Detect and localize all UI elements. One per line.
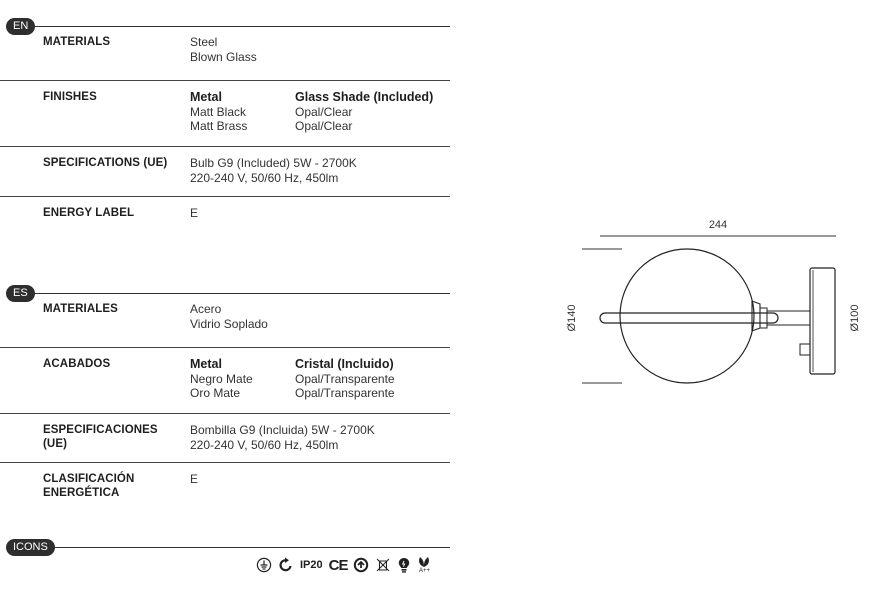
earth-ground-icon [256,557,272,573]
icons-header [0,539,450,557]
en-materials-label: MATERIALS [43,36,111,48]
en-tag: EN [6,18,35,35]
es-finish-col2-item-1: Opal/Transparente [295,371,395,386]
es-materials-values [190,302,268,331]
es-spec-1: Bombilla G9 (Incluida) 5W - 2700K [190,423,375,437]
es-finishes-row [0,348,450,414]
en-finish-col2-item-1: Opal/Clear [295,104,353,119]
es-finish-col1-item-2: Oro Mate [190,386,241,400]
es-finish-col2-item-2: Opal/Transparente [295,386,395,400]
technical-drawing [560,210,860,395]
switch [800,344,810,355]
en-finish-col2-item-2: Opal/Clear [295,119,353,133]
en-finish-col1-item-1: Matt Black [190,104,247,119]
icons-tag: ICONS [6,539,55,556]
rotate-arrow-icon [278,557,294,573]
en-specs-row [0,147,450,197]
en-header-line [30,26,450,27]
es-specs-row [0,414,450,463]
es-finishes-label: ACABADOS [43,358,111,370]
es-energy-label-line-2: ENERGÉTICA [43,487,120,499]
en-finish-col2-heading: Glass Shade (Included) [295,90,434,104]
en-energy-label: ENERGY LABEL [43,207,135,219]
en-finishes-col2 [295,90,433,134]
es-section [0,285,450,507]
es-material-1: Acero [190,302,222,316]
es-spec-2: 220-240 V, 50/60 Hz, 450lm [190,437,339,452]
es-finishes-col2 [295,357,395,401]
es-finish-col1-heading: Metal [190,357,222,371]
width-dimension-label: 244 [708,219,728,231]
certification-icons [256,556,431,574]
en-energy-row [0,197,450,227]
weee-bin-icon [375,557,391,573]
en-materials-values [190,35,257,64]
es-finish-col1-item-1: Negro Mate [190,371,253,386]
es-tag: ES [6,285,35,302]
glass-globe [620,249,754,383]
en-finish-col1-heading: Metal [190,90,222,104]
recycle-icon [353,557,369,573]
height-dimension-label: Ø140 [566,304,578,332]
es-specs-label-line-2: (UE) [43,438,68,450]
es-finish-col2-heading: Cristal (Incluido) [295,357,394,371]
en-spec-2: 220-240 V, 50/60 Hz, 450lm [190,170,339,185]
en-finishes-row [0,81,450,147]
en-material-2: Blown Glass [190,49,257,64]
en-section [0,18,450,227]
bulb-tube [600,313,778,323]
es-header [0,285,450,303]
en-finish-col1-item-2: Matt Brass [190,119,248,133]
en-material-1: Steel [190,35,218,49]
es-energy-value: E [190,472,199,486]
energy-class-label: A++ [418,568,430,574]
en-header [0,18,450,36]
es-energy-label [43,472,183,500]
en-specs-values [190,156,357,185]
en-spec-1: Bulb G9 (Included) 5W - 2700K [190,156,357,170]
es-finishes-col1 [190,357,253,401]
icons-header-line [50,547,450,548]
en-finishes-label: FINISHES [43,91,97,103]
socket-ring [760,308,767,328]
wall-base [810,268,835,374]
led-bulb-icon [397,557,411,573]
es-specs-values [190,423,375,452]
es-energy-row [0,463,450,507]
energy-leaf-icon [417,556,431,574]
en-specs-label: SPECIFICATIONS (UE) [43,157,168,169]
ce-mark-icon: CE [328,556,348,574]
es-header-line [30,293,450,294]
es-materials-row [0,303,450,348]
en-materials-row [0,36,450,81]
es-specs-label [43,423,183,451]
en-finishes-col1 [190,90,247,134]
ip20-icon: IP20 [300,559,323,571]
es-specs-label-line-1: ESPECIFICACIONES [43,424,158,436]
es-material-2: Vidrio Soplado [190,316,268,331]
lamp-dimension-drawing [560,210,860,390]
base-dimension-label: Ø100 [849,304,860,332]
en-energy-value: E [190,206,199,220]
es-energy-label-line-1: CLASIFICACIÓN [43,473,135,485]
es-materials-label: MATERIALES [43,303,118,315]
